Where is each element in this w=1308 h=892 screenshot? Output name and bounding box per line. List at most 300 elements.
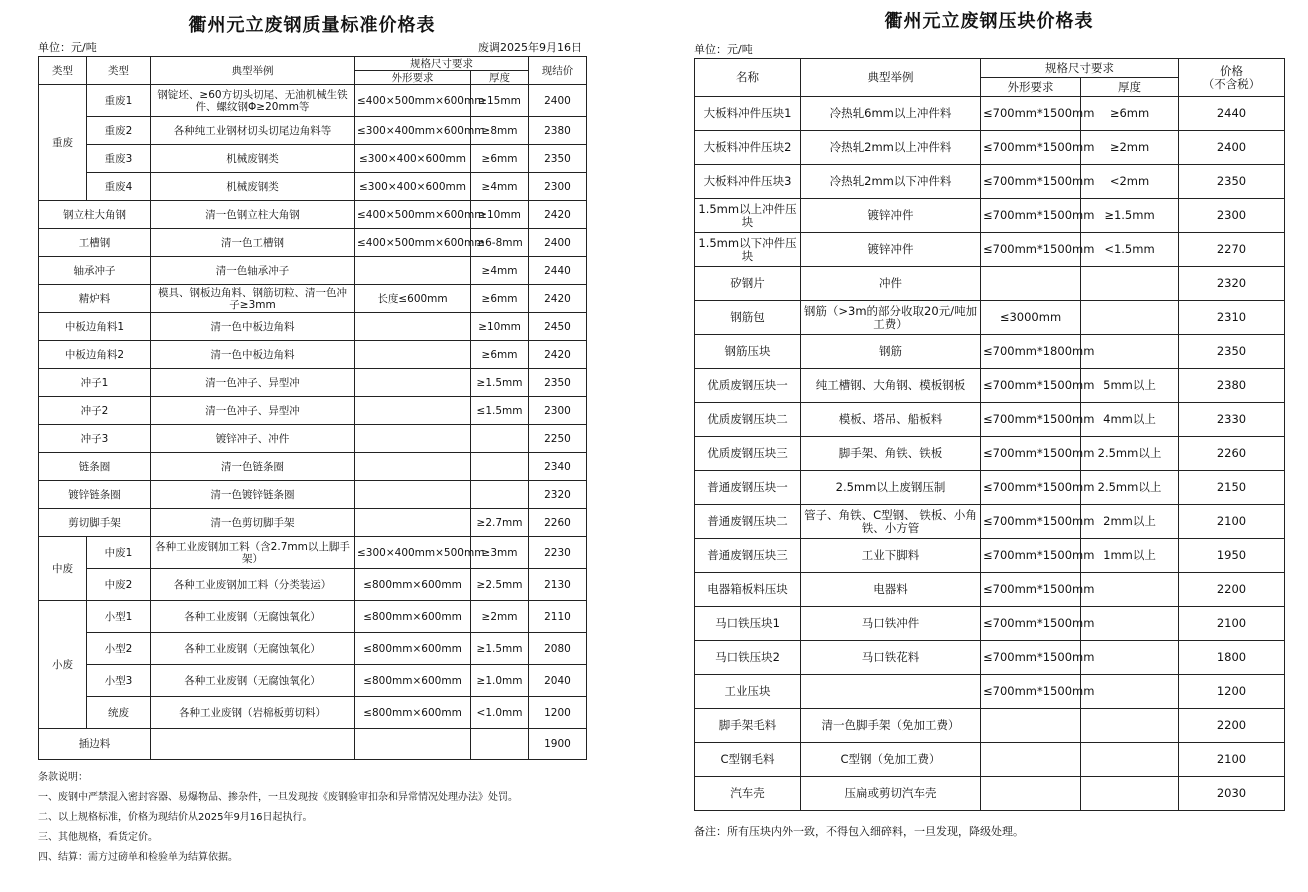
table-row [695,97,1285,131]
table-row [695,199,1285,233]
table-row [39,537,587,569]
left-header-shape: 外形要求 [355,71,471,85]
table-row [695,777,1285,811]
row-subtype: 重废1 [87,85,151,117]
row-thickness: ≥1.5mm [471,369,529,397]
row-subtype: 小型2 [87,633,151,665]
table-row [695,233,1285,267]
row-example: C型钢（免加工费） [801,743,981,777]
left-price-sheet [38,0,586,868]
row-shape [981,743,1081,777]
table-row [39,509,587,537]
row-price: 2130 [529,569,587,601]
table-row [39,85,587,117]
row-subtype: 中废2 [87,569,151,601]
row-subtype: 统废 [87,697,151,729]
row-example: 压扁或剪切汽车壳 [801,777,981,811]
row-name: 大板料冲件压块1 [695,97,801,131]
right-unit-label: 单位：元/吨 [694,43,753,56]
row-thickness: ≥6-8mm [471,229,529,257]
row-thickness: ≥1.0mm [471,665,529,697]
row-thickness: ≥10mm [471,313,529,341]
row-price: 2420 [529,201,587,229]
note-line: 一、废钢中严禁混入密封容器、易爆物品、掺杂件，一旦发现按《废钢验审扣杂和异常情况处理办法》处罚。 [38,792,518,803]
row-example: 清一色链条圈 [151,453,355,481]
right-header-name: 名称 [695,59,801,97]
row-thickness: 2mm以上 [1081,505,1179,539]
row-price: 2100 [1179,607,1285,641]
row-thickness [1081,301,1179,335]
table-row [39,201,587,229]
table-row [39,117,587,145]
row-price: 2270 [1179,233,1285,267]
row-shape: ≤700mm*1500mm [981,233,1081,267]
row-shape [355,425,471,453]
row-name: 矽钢片 [695,267,801,301]
row-shape [355,729,471,760]
row-example: 清一色轴承冲子 [151,257,355,285]
table-row [695,573,1285,607]
row-price: 1200 [1179,675,1285,709]
row-shape: ≤400×500mm×600mm [355,201,471,229]
row-shape: ≤700mm*1500mm [981,539,1081,573]
row-shape: ≤300×400mm×500mm [355,537,471,569]
row-category: 冲子1 [39,369,151,397]
row-price: 2300 [1179,199,1285,233]
row-thickness: <1.5mm [1081,233,1179,267]
row-price: 2450 [529,313,587,341]
row-category: 精炉料 [39,285,151,313]
row-example: 机械废钢类 [151,145,355,173]
table-row [695,437,1285,471]
row-example: 各种工业废钢加工料（分类装运） [151,569,355,601]
row-shape: 长度≤600mm [355,285,471,313]
row-example: 各种工业废钢（无腐蚀氧化） [151,665,355,697]
row-example: 冷热轧2mm以上冲件料 [801,131,981,165]
row-example: 镀锌冲子、冲件 [151,425,355,453]
table-row [39,601,587,633]
left-header-price: 现结价 [529,57,587,85]
row-price: 2440 [529,257,587,285]
row-price: 2350 [529,145,587,173]
row-example: 模具、钢板边角料、钢筋切粒、清一色冲子≥3mm [151,285,355,313]
row-example: 纯工槽钢、大角钢、模板钢板 [801,369,981,403]
row-thickness [471,453,529,481]
row-price: 2320 [529,481,587,509]
row-name: 汽车壳 [695,777,801,811]
row-price: 2300 [529,173,587,201]
row-shape: ≤700mm*1500mm [981,573,1081,607]
table-row [39,257,587,285]
table-row [695,403,1285,437]
row-thickness [471,481,529,509]
row-shape: ≤700mm*1500mm [981,471,1081,505]
row-price: 2380 [1179,369,1285,403]
row-example: 各种工业废钢加工料（含2.7mm以上脚手架） [151,537,355,569]
row-shape: ≤700mm*1500mm [981,607,1081,641]
right-header-example: 典型举例 [801,59,981,97]
table-row [39,369,587,397]
row-shape: ≤3000mm [981,301,1081,335]
row-category: 钢立柱大角钢 [39,201,151,229]
row-thickness: 4mm以上 [1081,403,1179,437]
row-shape [355,313,471,341]
row-name: 大板料冲件压块3 [695,165,801,199]
right-sheet-title: 衢州元立废钢压块价格表 [884,11,1094,32]
note-line: 三、其他规格，看货定价。 [38,832,158,843]
row-name: 工业压块 [695,675,801,709]
row-shape: ≤300×400×600mm [355,145,471,173]
row-thickness: ≥1.5mm [471,633,529,665]
right-table-body [695,97,1285,811]
row-thickness [1081,607,1179,641]
row-shape: ≤300×400×600mm [355,173,471,201]
row-thickness [1081,675,1179,709]
row-shape: ≤800mm×600mm [355,633,471,665]
row-example: 各种工业废钢（岩棉板剪切料） [151,697,355,729]
row-shape [355,509,471,537]
row-name: 优质废钢压块一 [695,369,801,403]
row-price: 2100 [1179,743,1285,777]
row-name: C型钢毛料 [695,743,801,777]
note-line: 二、以上规格标准，价格为现结价从2025年9月16日起执行。 [38,812,313,823]
row-thickness: ≥4mm [471,257,529,285]
row-category: 工槽钢 [39,229,151,257]
table-row [695,539,1285,573]
row-shape: ≤400×500mm×600mm [355,85,471,117]
left-header-thickness: 厚度 [471,71,529,85]
row-thickness: ≤1.5mm [471,397,529,425]
row-shape: ≤300×400mm×600mm [355,117,471,145]
row-thickness [1081,641,1179,675]
row-price: 2230 [529,537,587,569]
table-row [695,675,1285,709]
row-price: 2100 [1179,505,1285,539]
left-unit-label: 单位：元/吨 [38,41,97,54]
group-label: 小废 [39,601,87,729]
row-subtype: 中废1 [87,537,151,569]
row-category: 剪切脚手架 [39,509,151,537]
left-sheet-title: 衢州元立废钢质量标准价格表 [188,15,436,36]
table-row [695,505,1285,539]
row-shape: ≤700mm*1500mm [981,437,1081,471]
row-price: 2310 [1179,301,1285,335]
right-header-thickness: 厚度 [1081,78,1179,97]
right-header-spec: 规格尺寸要求 [981,59,1179,78]
row-shape [981,709,1081,743]
row-example: 清一色镀锌链条圈 [151,481,355,509]
row-thickness: 2.5mm以上 [1081,437,1179,471]
row-thickness: ≥6mm [471,285,529,313]
row-price: 2420 [529,285,587,313]
left-header-type: 类型 [39,57,87,85]
row-thickness [1081,573,1179,607]
table-row [39,569,587,601]
note-line: 四、结算：需方过磅单和检验单为结算依据。 [38,852,238,863]
row-price: 2440 [1179,97,1285,131]
row-example: 冷热轧6mm以上冲件料 [801,97,981,131]
table-row [39,229,587,257]
row-thickness: ≥4mm [471,173,529,201]
row-shape [355,257,471,285]
table-row [39,697,587,729]
row-thickness: ≥2.7mm [471,509,529,537]
row-shape: ≤800mm×600mm [355,601,471,633]
row-example: 清一色冲子、异型冲 [151,369,355,397]
row-price: 2330 [1179,403,1285,437]
left-meta-row [38,40,586,56]
table-row [39,453,587,481]
row-subtype: 重废4 [87,173,151,201]
row-shape [355,481,471,509]
row-example: 工业下脚料 [801,539,981,573]
row-category: 链条圈 [39,453,151,481]
row-category: 中板边角料2 [39,341,151,369]
row-subtype: 重废3 [87,145,151,173]
row-shape: ≤800mm×600mm [355,665,471,697]
row-category: 轴承冲子 [39,257,151,285]
row-shape: ≤700mm*1500mm [981,403,1081,437]
table-row [39,397,587,425]
table-row [695,335,1285,369]
row-shape: ≤700mm*1500mm [981,505,1081,539]
row-thickness: ≥10mm [471,201,529,229]
row-shape: ≤700mm*1500mm [981,165,1081,199]
row-example: 脚手架、角铁、铁板 [801,437,981,471]
row-price: 2110 [529,601,587,633]
table-row [695,267,1285,301]
row-example: 管子、角铁、C型钢、 铁板、小角铁、小方管 [801,505,981,539]
row-shape [355,369,471,397]
row-shape: ≤700mm*1500mm [981,369,1081,403]
row-subtype: 重废2 [87,117,151,145]
row-example [801,675,981,709]
row-shape: ≤700mm*1800mm [981,335,1081,369]
right-meta-row [694,42,1284,58]
row-name: 电器箱板料压块 [695,573,801,607]
row-price: 1950 [1179,539,1285,573]
right-price-sheet [694,0,1284,839]
row-example: 清一色剪切脚手架 [151,509,355,537]
row-price: 2260 [1179,437,1285,471]
left-table-body [39,85,587,760]
row-price: 2340 [529,453,587,481]
row-price: 2300 [529,397,587,425]
row-thickness: 2.5mm以上 [1081,471,1179,505]
row-example: 清一色中板边角料 [151,341,355,369]
left-header-example: 典型举例 [151,57,355,85]
row-price: 2350 [1179,165,1285,199]
table-row [695,641,1285,675]
table-row [695,709,1285,743]
row-thickness [1081,267,1179,301]
row-shape: ≤700mm*1500mm [981,131,1081,165]
table-row [39,729,587,760]
row-price: 2350 [1179,335,1285,369]
row-example: 清一色工槽钢 [151,229,355,257]
left-notes [38,768,586,868]
row-name: 1.5mm以下冲件压块 [695,233,801,267]
row-shape [355,341,471,369]
row-name: 普通废钢压块二 [695,505,801,539]
row-price: 2030 [1179,777,1285,811]
left-header-spec: 规格尺寸要求 [355,57,529,71]
row-example: 镀锌冲件 [801,233,981,267]
table-row [695,471,1285,505]
row-name: 优质废钢压块二 [695,403,801,437]
row-name: 优质废钢压块三 [695,437,801,471]
group-label: 重废 [39,85,87,201]
row-name: 1.5mm以上冲件压块 [695,199,801,233]
row-price: 1800 [1179,641,1285,675]
row-example: 模板、塔吊、船板料 [801,403,981,437]
row-price: 2420 [529,341,587,369]
row-shape: ≤800mm×600mm [355,697,471,729]
row-example: 清一色脚手架（免加工费） [801,709,981,743]
row-name: 普通废钢压块三 [695,539,801,573]
row-shape: ≤700mm*1500mm [981,675,1081,709]
row-shape: ≤700mm*1500mm [981,199,1081,233]
row-example: 各种工业废钢（无腐蚀氧化） [151,601,355,633]
row-category: 冲子3 [39,425,151,453]
row-example: 钢筋（>3m的部分收取20元/吨加工费） [801,301,981,335]
row-price: 2350 [529,369,587,397]
row-price: 2250 [529,425,587,453]
row-thickness: ≥8mm [471,117,529,145]
row-thickness: 1mm以上 [1081,539,1179,573]
row-shape: ≤400×500mm×600mm [355,229,471,257]
row-thickness: ≥2.5mm [471,569,529,601]
table-row [695,165,1285,199]
row-example: 各种工业废钢（无腐蚀氧化） [151,633,355,665]
row-thickness: <1.0mm [471,697,529,729]
row-example: 镀锌冲件 [801,199,981,233]
row-price: 2150 [1179,471,1285,505]
row-thickness [1081,743,1179,777]
row-subtype: 小型1 [87,601,151,633]
row-thickness: ≥15mm [471,85,529,117]
table-row [695,131,1285,165]
left-header-subtype: 类型 [87,57,151,85]
row-price: 2200 [1179,709,1285,743]
row-example: 机械废钢类 [151,173,355,201]
row-name: 钢筋压块 [695,335,801,369]
row-example: 马口铁花料 [801,641,981,675]
row-example: 马口铁冲件 [801,607,981,641]
row-shape: ≤800mm×600mm [355,569,471,601]
row-price: 2400 [529,85,587,117]
left-price-table [38,56,587,760]
row-shape [355,397,471,425]
row-thickness [1081,335,1179,369]
table-row [39,633,587,665]
row-price: 2040 [529,665,587,697]
row-price: 1200 [529,697,587,729]
row-name: 钢筋包 [695,301,801,335]
table-row [39,341,587,369]
table-row [695,301,1285,335]
row-name: 马口铁压块2 [695,641,801,675]
row-price: 2260 [529,509,587,537]
table-row [39,285,587,313]
table-row [39,173,587,201]
row-category: 中板边角料1 [39,313,151,341]
row-thickness: ≥2mm [471,601,529,633]
right-header-shape: 外形要求 [981,78,1081,97]
row-price: 2400 [529,229,587,257]
row-example: 各种纯工业钢材切头切尾边角料等 [151,117,355,145]
table-row [39,313,587,341]
group-label: 中废 [39,537,87,601]
row-price: 2320 [1179,267,1285,301]
row-price: 2080 [529,633,587,665]
left-doc-number: 废调2025年9月16日 [478,41,582,54]
row-thickness: ≥2mm [1081,131,1179,165]
row-thickness [1081,709,1179,743]
row-price: 2200 [1179,573,1285,607]
row-shape: ≤700mm*1500mm [981,641,1081,675]
row-subtype: 小型3 [87,665,151,697]
table-row [695,369,1285,403]
right-price-table [694,58,1285,811]
row-shape [355,453,471,481]
row-price: 2400 [1179,131,1285,165]
row-name: 脚手架毛料 [695,709,801,743]
row-price: 1900 [529,729,587,760]
row-thickness [471,729,529,760]
row-example [151,729,355,760]
row-thickness: ≥3mm [471,537,529,569]
row-shape [981,777,1081,811]
note-line: 条款说明： [38,772,88,783]
row-example: 钢锭坯、≥60方切头切尾、无油机械生铁件、螺纹钢Φ≥20mm等 [151,85,355,117]
row-category: 镀锌链条圈 [39,481,151,509]
row-example: 钢筋 [801,335,981,369]
row-example: 冲件 [801,267,981,301]
row-thickness: ≥6mm [471,145,529,173]
row-example: 电器料 [801,573,981,607]
row-thickness: <2mm [1081,165,1179,199]
row-example: 清一色钢立柱大角钢 [151,201,355,229]
row-thickness: ≥1.5mm [1081,199,1179,233]
row-example: 2.5mm以上废钢压制 [801,471,981,505]
table-row [695,607,1285,641]
row-thickness [1081,777,1179,811]
right-header-price: 价格 （不含税） [1179,59,1285,97]
row-example: 清一色中板边角料 [151,313,355,341]
row-thickness [471,425,529,453]
row-thickness: ≥6mm [1081,97,1179,131]
row-thickness: 5mm以上 [1081,369,1179,403]
row-name: 普通废钢压块一 [695,471,801,505]
right-note: 备注：所有压块内外一致，不得包入细碎料，一旦发现，降级处理。 [694,825,1024,838]
row-example: 冷热轧2mm以下冲件料 [801,165,981,199]
row-thickness: ≥6mm [471,341,529,369]
row-category: 冲子2 [39,397,151,425]
row-shape: ≤700mm*1500mm [981,97,1081,131]
row-shape [981,267,1081,301]
row-name: 大板料冲件压块2 [695,131,801,165]
table-row [39,425,587,453]
row-name: 马口铁压块1 [695,607,801,641]
table-row [39,145,587,173]
table-row [39,481,587,509]
row-price: 2380 [529,117,587,145]
table-row [695,743,1285,777]
row-example: 清一色冲子、异型冲 [151,397,355,425]
row-category: 插边料 [39,729,151,760]
table-row [39,665,587,697]
